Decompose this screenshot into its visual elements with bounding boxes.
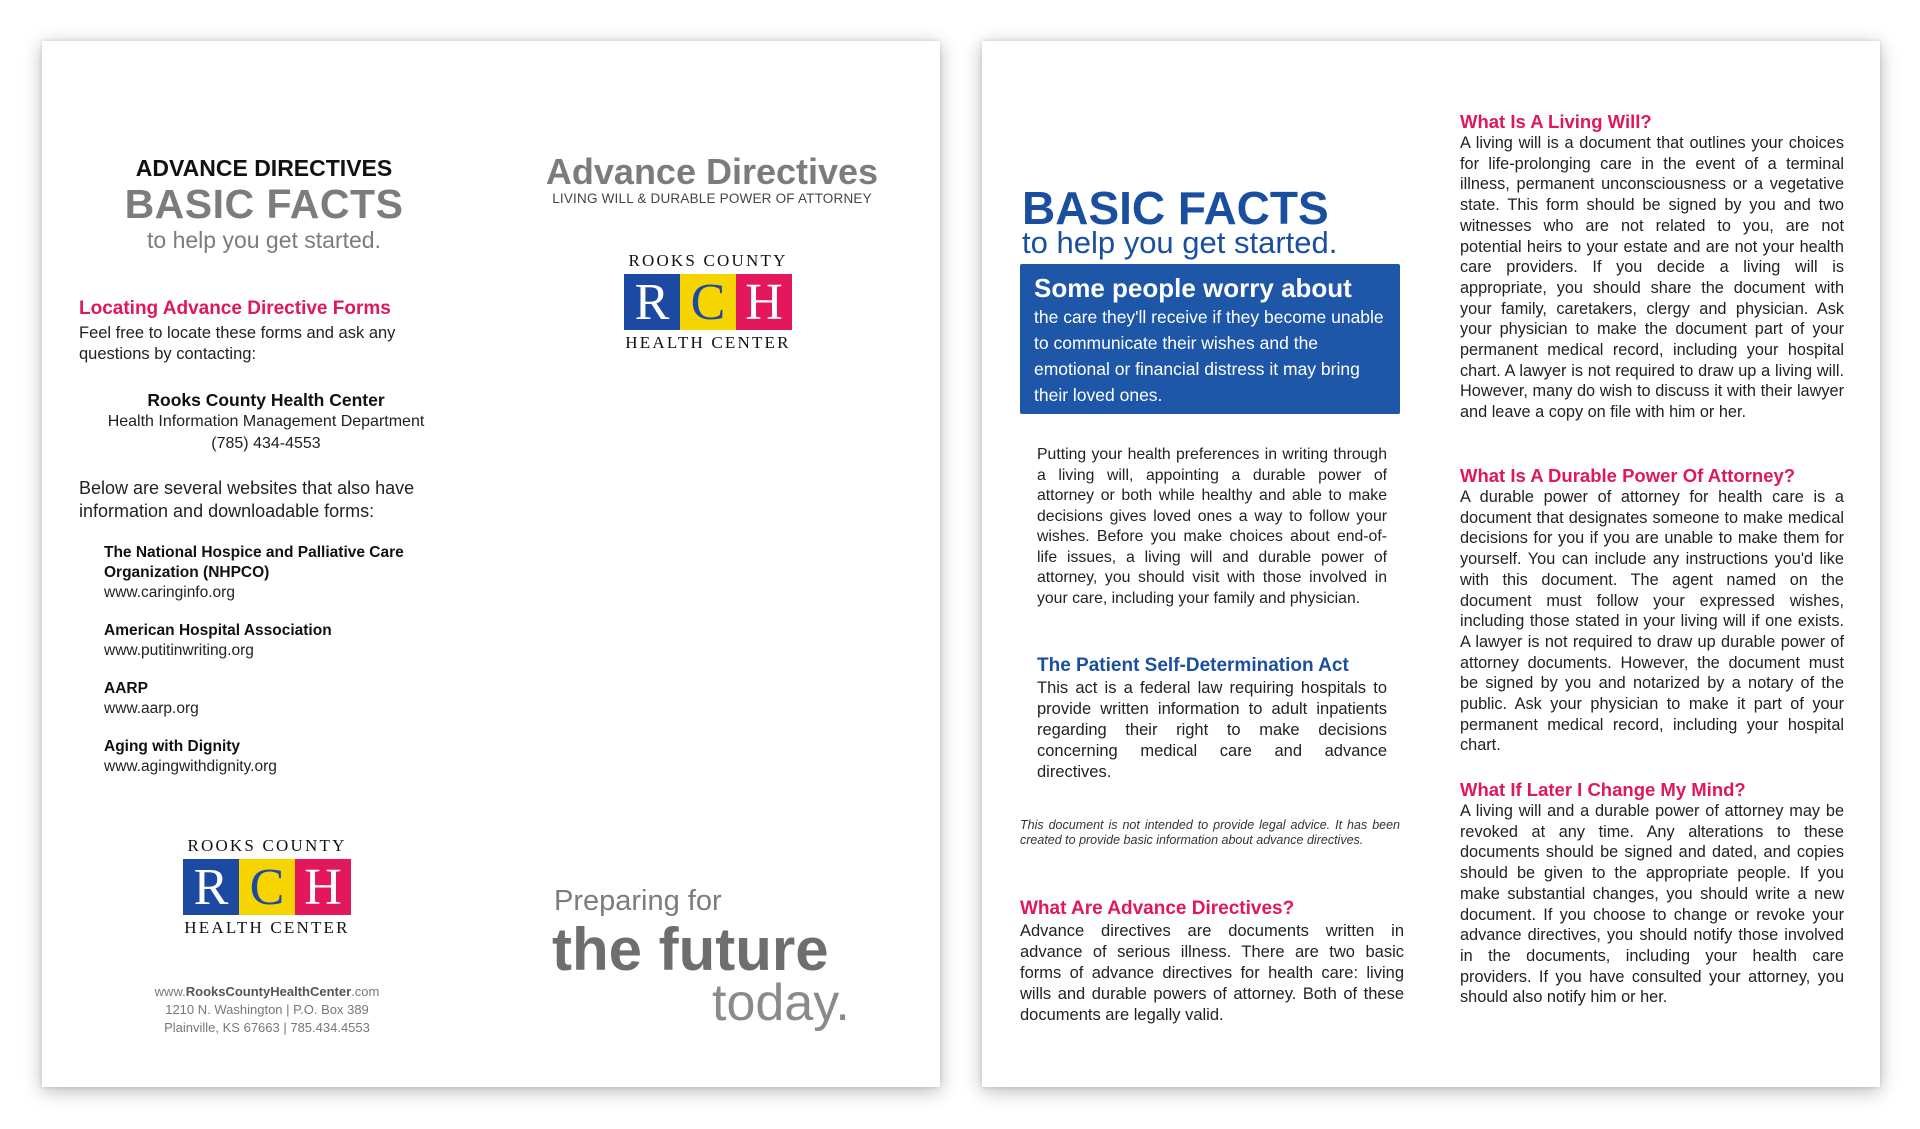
website-url[interactable]: www.putitinwriting.org	[104, 642, 254, 659]
what-are-body: Advance directives are documents written in advance of serious illness. There are two basic forms of advance directives for health care: living wills and durable powers of attorney. Both of these documents are legally valid.	[1020, 922, 1404, 1024]
footer-city-phone: Plainville, KS 67663 | 785.434.4553	[164, 1020, 370, 1035]
logo-bottom-text: HEALTH CENTER	[625, 333, 791, 352]
brochure-inner-page	[982, 41, 1880, 1087]
contact-department: Health Information Management Department	[107, 413, 425, 430]
callout-body: the care they'll receive if they become unable to communicate their wishes and the emotional or financial distress it may bring their loved ones.	[1034, 307, 1384, 405]
cover-title: Advance Directives	[545, 151, 879, 192]
logo-bottom-text: HEALTH CENTER	[184, 918, 350, 937]
logo-letter-c: C	[239, 859, 295, 915]
websites-intro: Below are several websites that also have information and downloadable forms:	[79, 478, 415, 521]
brochure-outer-page	[42, 41, 940, 1087]
logo-letters	[177, 859, 357, 915]
website-item	[104, 621, 454, 661]
worry-callout-box	[1020, 264, 1400, 414]
intro-paragraph: Putting your health preferences in writing through a living will, appointing a durable power of attorney or both while healthy and able to make decisions gives loved ones a way to follow your wishes. Before you make choices about end-of-life issues, a living will and durable power of attorney, you should visit with those involved in your care, including your family and physician.	[1037, 446, 1387, 607]
footer-web-suffix: .com	[351, 984, 380, 999]
logo-letter-r: R	[183, 859, 239, 915]
website-url[interactable]: www.agingwithdignity.org	[104, 758, 277, 775]
website-name: Aging with Dignity	[104, 738, 241, 755]
footer-web-name: RooksCountyHealthCenter	[185, 984, 352, 999]
contact-phone: (785) 434-4553	[211, 435, 321, 452]
tagline-future: the future	[552, 916, 829, 983]
tagline-preparing: Preparing for	[554, 885, 722, 917]
psda-body: This act is a federal law requiring hospitals to provide written information to adult inpatients regarding their right to make decisions concerning medical care and advance directives.	[1037, 679, 1387, 781]
dpoa-heading: What Is A Durable Power Of Attorney?	[1460, 465, 1796, 486]
website-name: American Hospital Association	[104, 622, 332, 639]
rch-logo-cover	[618, 251, 798, 353]
psda-heading: The Patient Self-Determination Act	[1037, 655, 1349, 676]
cover-subtitle: LIVING WILL & DURABLE POWER OF ATTORNEY	[552, 191, 872, 206]
legal-disclaimer: This document is not intended to provide legal advice. It has been created to provide basic information about advance directives.	[1020, 818, 1400, 847]
inner-basic-facts-subheading: to help you get started.	[1022, 225, 1338, 260]
website-url[interactable]: www.caringinfo.org	[104, 584, 235, 601]
change-mind-body: A living will and a durable power of attorney may be revoked at any time. Any alterations to these documents should be signed and dated, and copies should be given to the appropriate people. If you make substantial changes, you should write a new document. If you choose to change or revoke your advance directives, you should notify those involved in the documents, including your health care providers. If you have consulted your attorney, you should also notify him or her.	[1460, 802, 1844, 1007]
contact-name: Rooks County Health Center	[147, 390, 385, 410]
dpoa-body: A durable power of attorney for health care is a document that designates someone to make medical decisions for you if you are unable to make them for yourself. You can include any instructions you'd like with this document. The agent named on the document must follow your expressed wishes, including those stated in your living will if one exists. A lawyer is not required to draw up durable power of attorney documents. However, the document must be signed by you and notarized by a notary of the public. Ask your physician to make it part of your permanent medical record, including your hospital chart.	[1460, 488, 1844, 755]
logo-letter-c: C	[680, 274, 736, 330]
callout-lead: Some people worry about	[1034, 273, 1352, 303]
logo-top-text: ROOKS COUNTY	[187, 836, 347, 855]
living-will-heading: What Is A Living Will?	[1460, 111, 1652, 132]
logo-top-text: ROOKS COUNTY	[628, 251, 788, 270]
websites-list	[104, 543, 454, 777]
website-url[interactable]: www.aarp.org	[104, 700, 199, 717]
website-name: The National Hospice and Palliative Care Organization (NHPCO)	[104, 544, 404, 581]
locating-forms-intro: Feel free to locate these forms and ask any questions by contacting:	[79, 324, 396, 363]
basic-facts-subheading: to help you get started.	[147, 227, 381, 253]
locating-forms-heading: Locating Advance Directive Forms	[79, 298, 391, 319]
basic-facts-heading: BASIC FACTS	[124, 181, 404, 227]
footer-address: 1210 N. Washington | P.O. Box 389	[165, 1002, 369, 1017]
basic-facts-label: ADVANCE DIRECTIVES	[135, 155, 393, 181]
logo-letter-h: H	[295, 859, 351, 915]
inner-basic-facts-heading: BASIC FACTS	[1022, 182, 1329, 234]
footer-website[interactable]	[102, 983, 432, 1001]
living-will-body: A living will is a document that outlines your choices for life-prolonging care in the event of a terminal illness, permanent unconsciousness or a vegetative state. This form should be signed by you and two witnesses who are not related to you, are not potential heirs to your estate and are not your health care providers. If you decide a living will is appropriate, you should share the document with your family, caretakers, clergy and physician. Ask your physician to make the document part of your permanent medical record, including your hospital chart. A lawyer is not required to draw up a living will. However, many do wish to discuss it with their lawyer and leave a copy on file with him or her.	[1460, 134, 1844, 422]
what-are-heading: What Are Advance Directives?	[1020, 898, 1295, 919]
contact-block	[79, 389, 453, 455]
footer-contact	[102, 983, 432, 1037]
website-name: AARP	[104, 680, 148, 697]
website-item	[104, 543, 454, 603]
website-item	[104, 737, 454, 777]
footer-web-prefix: www.	[154, 984, 186, 999]
logo-letter-h: H	[736, 274, 792, 330]
tagline-today: today.	[712, 974, 850, 1032]
change-mind-heading: What If Later I Change My Mind?	[1460, 779, 1746, 800]
website-item	[104, 679, 454, 719]
logo-letters	[618, 274, 798, 330]
logo-letter-r: R	[624, 274, 680, 330]
rch-logo	[177, 836, 357, 938]
